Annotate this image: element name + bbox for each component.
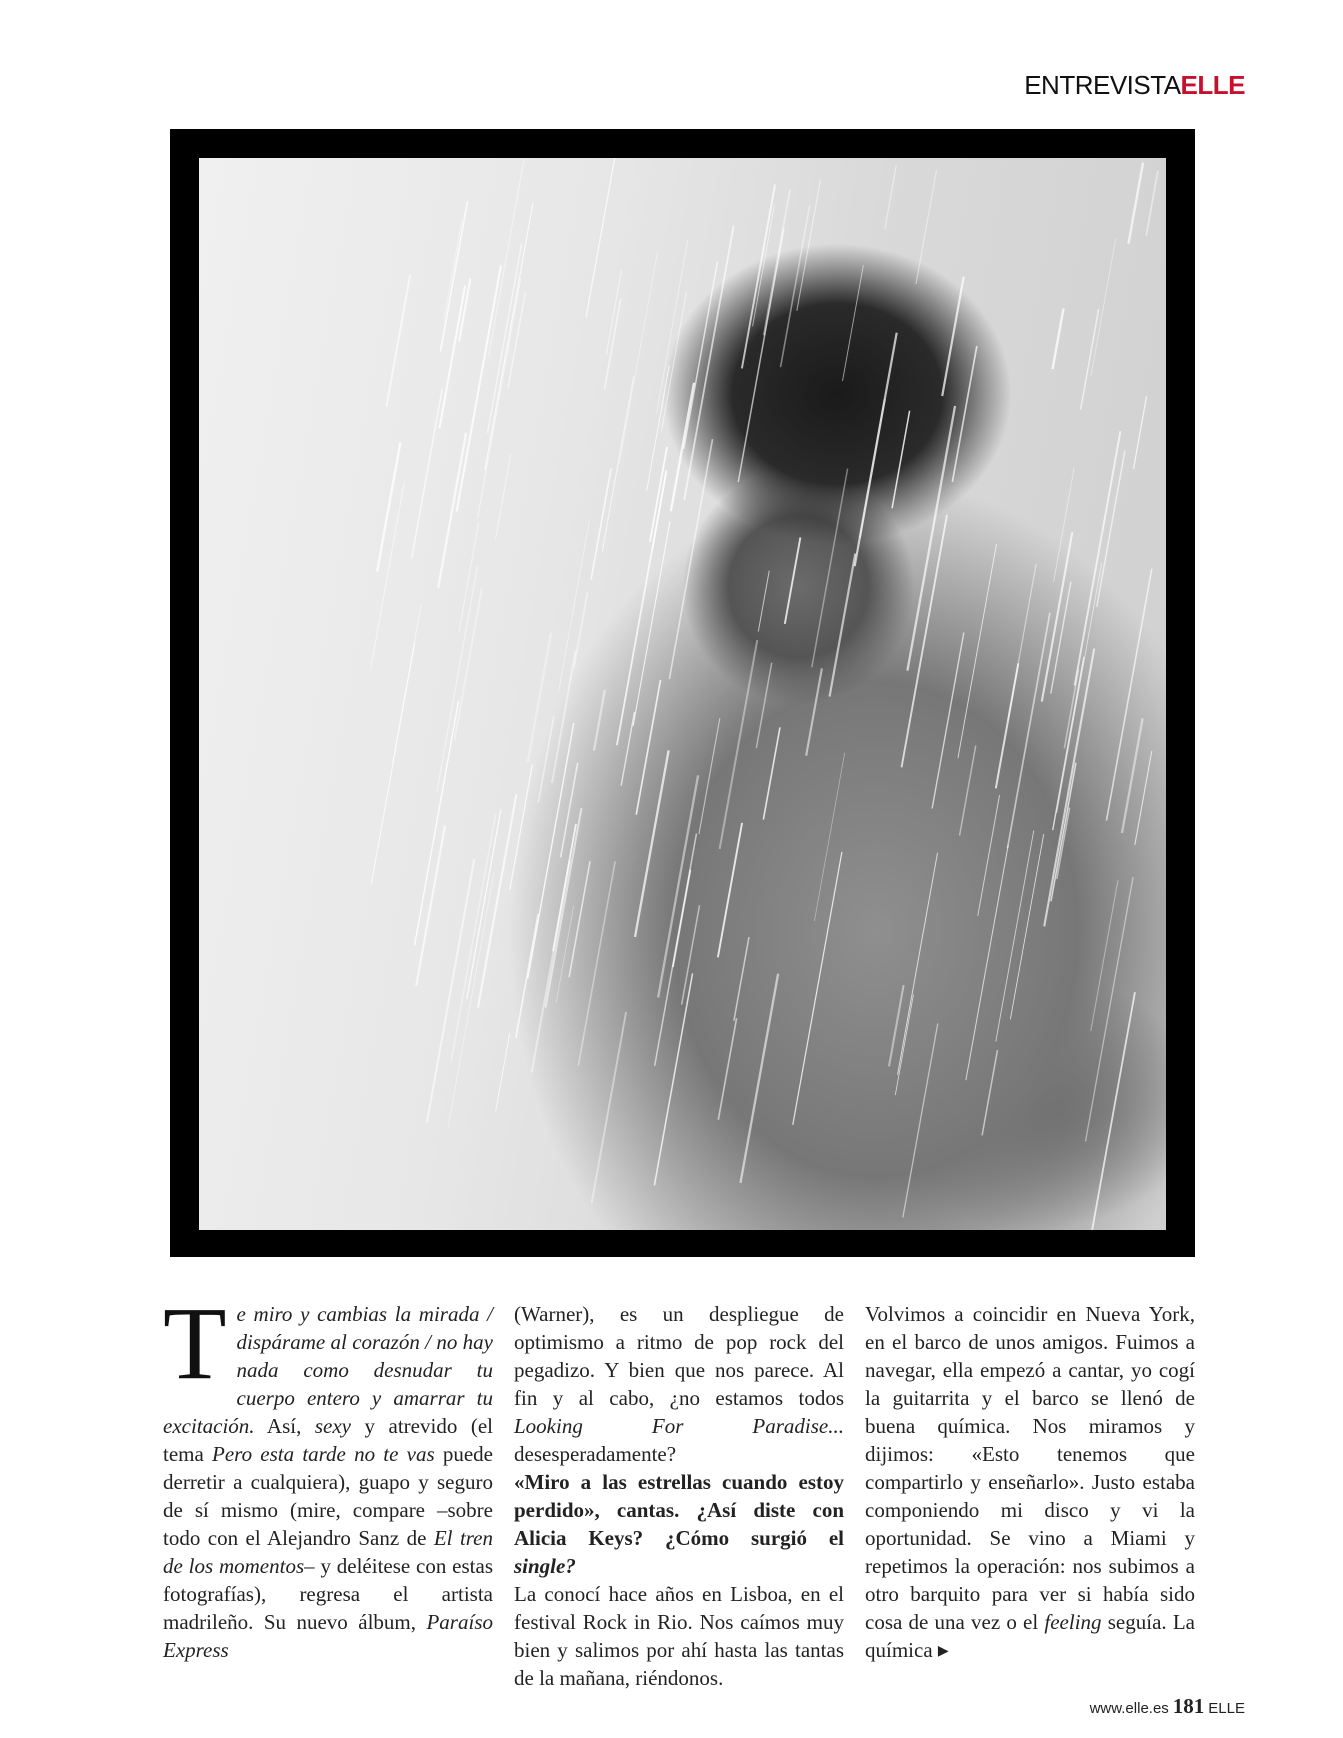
water-streak xyxy=(516,914,538,1038)
water-streak xyxy=(606,269,621,355)
text-run: Así, xyxy=(266,1414,315,1438)
water-streak xyxy=(412,389,442,558)
water-streak xyxy=(753,205,775,327)
brand-logo: ELLE xyxy=(1180,70,1245,100)
water-streak xyxy=(1064,670,1078,749)
water-streak xyxy=(781,205,810,367)
water-streak xyxy=(1133,396,1146,469)
text-run: (Warner), es un despliegue de optimismo a ritmo de pop rock del pegadizo. Y bien que nos parece. Al fin y al cabo, ¿no estamos todos xyxy=(514,1302,844,1410)
water-streak xyxy=(528,723,574,978)
water-streak xyxy=(758,571,769,632)
interview-answer: La conocí hace años en Lisboa, en el festival Rock in Rio. Nos caímos muy bien y salimos por ahí hasta las tantas de la mañana, riéndonos. xyxy=(514,1582,844,1690)
water-streak xyxy=(1128,163,1143,244)
water-streak xyxy=(591,469,611,580)
water-streak xyxy=(457,265,501,511)
water-streak xyxy=(932,633,964,809)
page-number: 181 xyxy=(1172,1694,1205,1718)
water-streak xyxy=(756,663,771,748)
water-streak xyxy=(764,190,790,336)
water-streak xyxy=(797,180,821,311)
water-streak xyxy=(1053,308,1064,369)
photo-frame xyxy=(170,129,1195,1257)
water-streak xyxy=(1090,992,1135,1230)
water-streak xyxy=(885,165,897,229)
article-body xyxy=(163,1286,1195,1690)
water-streak xyxy=(982,1050,997,1135)
water-streak xyxy=(1057,563,1102,813)
water-streak xyxy=(916,170,937,284)
water-streak xyxy=(636,680,660,815)
water-streak xyxy=(538,716,554,802)
water-streak xyxy=(1042,532,1073,701)
water-streak xyxy=(393,605,421,762)
article-column-2 xyxy=(514,1300,844,1690)
question-italic: single? xyxy=(514,1554,576,1578)
water-streak xyxy=(661,292,686,431)
water-streak xyxy=(478,794,516,1007)
water-streak xyxy=(942,277,964,396)
continue-arrow-icon: ▶ xyxy=(937,1644,949,1659)
water-streak xyxy=(658,775,698,997)
water-streak xyxy=(574,593,587,668)
water-streak xyxy=(978,795,1000,916)
album-title: Paraíso Express xyxy=(163,1610,493,1662)
shower-water-streaks xyxy=(199,158,1166,1230)
lede-lyrics: e miro y cambias la mirada / dispárame al corazón / no hay nada como desnudar tu cuerpo entero y amarrar tu excitación. xyxy=(163,1302,493,1438)
water-streak xyxy=(843,265,864,381)
water-streak xyxy=(740,974,778,1183)
water-streak xyxy=(455,588,482,739)
interview-question xyxy=(514,1468,844,1580)
water-streak xyxy=(814,753,844,921)
text-run: puede derretir a cualquiera), guapo y seguro de sí mismo (mire, compare –sobre todo con el Alejandro Sanz de xyxy=(163,1442,493,1550)
water-streak xyxy=(478,278,521,518)
text-run: seguía. La química xyxy=(865,1610,1195,1662)
water-streak xyxy=(386,275,410,407)
water-streak xyxy=(552,650,576,783)
article-column-1 xyxy=(163,1286,494,1662)
water-streak xyxy=(763,727,780,819)
photo-man-in-shower-icon xyxy=(199,158,1166,1230)
water-streak xyxy=(1091,880,1118,1031)
water-streak xyxy=(720,640,758,849)
water-streak xyxy=(621,712,634,786)
water-streak xyxy=(657,239,688,413)
article-column-3 xyxy=(865,1300,1195,1662)
water-streak xyxy=(439,285,465,428)
water-streak xyxy=(1075,431,1121,685)
album-title: El tren de los momentos xyxy=(163,1526,494,1578)
water-streak xyxy=(427,859,474,1122)
water-streak xyxy=(684,261,718,448)
dropcap: T xyxy=(163,1286,227,1401)
water-streak xyxy=(586,158,615,317)
water-streak xyxy=(958,544,997,758)
water-streak xyxy=(444,220,462,321)
italic-run: sexy xyxy=(314,1414,351,1438)
water-streak xyxy=(907,406,955,671)
water-streak xyxy=(1122,718,1143,833)
footer-url: www.elle.es xyxy=(1089,1700,1169,1717)
water-streak xyxy=(1051,763,1076,902)
water-streak xyxy=(528,633,551,762)
water-streak xyxy=(699,718,720,834)
water-streak xyxy=(892,411,910,508)
water-streak xyxy=(602,376,633,551)
water-streak xyxy=(448,872,494,1129)
water-streak xyxy=(1008,613,1050,849)
water-streak xyxy=(604,298,620,389)
water-streak xyxy=(377,442,400,571)
water-streak xyxy=(415,701,459,946)
water-streak xyxy=(440,201,467,352)
water-streak xyxy=(960,746,976,836)
water-streak xyxy=(855,333,897,567)
water-streak xyxy=(635,750,669,937)
water-streak xyxy=(902,515,947,767)
water-streak xyxy=(671,383,694,512)
water-streak xyxy=(895,994,913,1095)
water-streak xyxy=(966,845,1008,1080)
water-streak xyxy=(734,937,749,1021)
water-streak xyxy=(1010,834,1043,1019)
water-streak xyxy=(669,439,712,679)
water-streak xyxy=(830,554,856,697)
water-streak xyxy=(619,252,657,463)
water-streak xyxy=(903,1023,938,1217)
water-streak xyxy=(1091,238,1116,376)
footer-brand: ELLE xyxy=(1208,1700,1245,1717)
water-streak xyxy=(496,454,511,539)
water-streak xyxy=(594,690,605,751)
water-streak xyxy=(812,469,848,668)
water-streak xyxy=(996,663,1018,788)
text-run: desesperadamente? xyxy=(514,1442,677,1466)
page-footer xyxy=(1090,1694,1245,1719)
water-streak xyxy=(416,825,445,985)
water-streak xyxy=(785,537,801,623)
water-streak xyxy=(437,566,478,793)
water-streak xyxy=(996,830,1034,1041)
water-streak xyxy=(569,861,590,977)
water-streak xyxy=(496,1033,510,1111)
water-streak xyxy=(1146,171,1158,236)
text-run: Volvimos a coincidir en Nueva York, en el barco de unos amigos. Fuimos a navegar, ella empezó a cantar, yo cogí la guitarrita y el barco se llenó de buena química. Nos miramos y dijimos: «Esto tenemos que compartirlo y enseñarlo». Justo estaba componiendo mi disco y vi la oportunidad. Se vino a Miami y repetimos la operación: nos subimos a otro barquito para ver si había sido cosa de una vez o el xyxy=(865,1302,1195,1634)
water-streak xyxy=(898,853,938,1075)
water-streak xyxy=(1106,569,1151,821)
water-streak xyxy=(673,870,691,967)
section-header xyxy=(1024,70,1245,101)
water-streak xyxy=(510,765,533,890)
song-title: Pero esta tarde no te vas xyxy=(212,1442,435,1466)
water-streak xyxy=(592,1012,626,1203)
water-streak xyxy=(806,668,822,755)
water-streak xyxy=(451,814,496,1061)
italic-run: feeling xyxy=(1044,1610,1102,1634)
question-text: «Miro a las estrellas cuando estoy perdido», cantas. ¿Así diste con Alicia Keys? ¿Cómo surgió el xyxy=(514,1470,844,1550)
water-streak xyxy=(718,1018,736,1120)
water-streak xyxy=(793,852,842,1125)
water-streak xyxy=(1097,450,1125,606)
water-streak xyxy=(1053,468,1074,583)
text-run: y atrevido (el tema xyxy=(163,1414,493,1466)
italic-run: Looking For Paradise... xyxy=(514,1414,844,1438)
water-streak xyxy=(371,641,415,884)
water-streak xyxy=(952,346,976,482)
water-streak xyxy=(617,470,667,745)
water-streak xyxy=(1081,309,1099,410)
section-label: ENTREVISTA xyxy=(1024,70,1181,100)
water-streak xyxy=(742,184,775,368)
water-streak xyxy=(532,860,570,1072)
water-streak xyxy=(1085,877,1133,1142)
water-streak xyxy=(1135,751,1152,845)
water-streak xyxy=(438,433,466,588)
water-streak xyxy=(682,905,700,1004)
water-streak xyxy=(654,973,692,1185)
text-run: – y deléitese con estas fotografías), regresa el artista madrileño. Su nuevo álbum, xyxy=(163,1554,493,1634)
